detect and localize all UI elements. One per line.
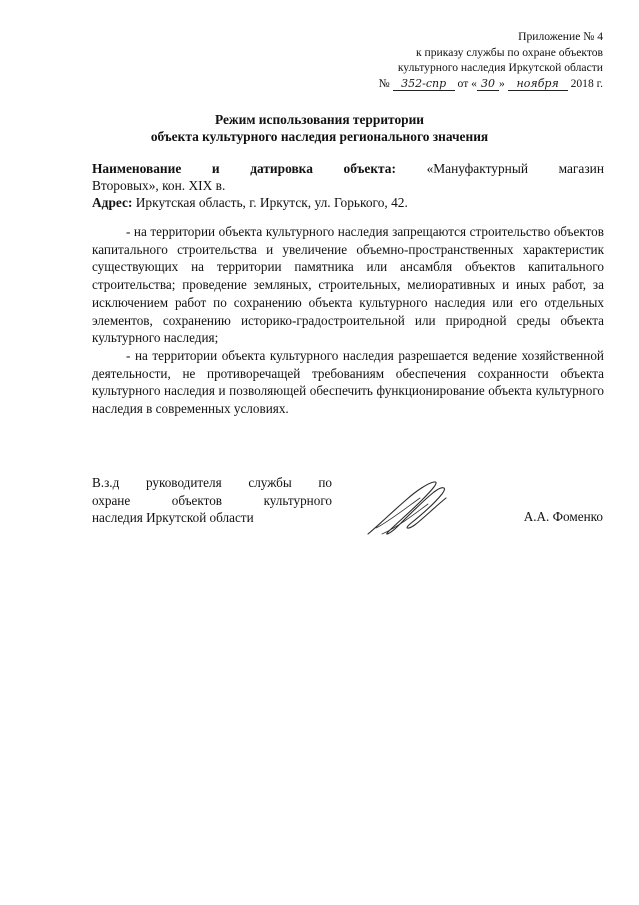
object-name-value: «Мануфактурный магазин — [426, 161, 604, 176]
document-title — [0, 111, 639, 145]
object-address-label: Адрес: — [92, 195, 133, 211]
order-date-quote-close: » — [498, 76, 505, 90]
signatory-position — [92, 474, 332, 527]
signer-name: А.А. Фоменко — [523, 509, 603, 524]
order-number-prefix: № — [378, 76, 390, 90]
position-line-1: В.з.д руководителя службы по — [92, 475, 332, 490]
signature-icon — [362, 478, 454, 538]
order-date-month-handwritten: ноября — [508, 77, 568, 91]
regime-prohibitions: - на территории объекта культурного наследия запрещаются строительство объектов капитального строительства и увеличение объемно-пространственных характеристик существующих на территории памятника или ансамбля объектов капитального строительства; проведение земляных, строительных, мелиоративных и иных работ, за исключением работ по сохранению объекта культурного наследия или его отдельных элементов, сохранению историко-градостроительной или природной среды объекта культурного наследия; — [92, 224, 604, 346]
position-line-3: наследия Иркутской области — [92, 510, 254, 526]
title-line-1: Режим использования территории — [214, 112, 425, 127]
object-name-line — [92, 160, 604, 177]
annex-header — [379, 29, 603, 91]
object-address-line — [92, 194, 604, 211]
object-info — [92, 160, 604, 212]
annex-order-number-date — [379, 76, 603, 92]
order-date-day-handwritten: 30 — [477, 77, 499, 91]
order-date-from: от « — [457, 76, 477, 90]
regime-permissions: - на территории объекта культурного наследия разрешается ведение хозяйственной деятельности, не противоречащей требованиям обеспечения сохранности объекта культурного наследия и позволяющей обеспечить функционирование объекта культурного наследия в современных условиях. — [92, 347, 604, 417]
object-name-label: Наименование и датировка объекта: — [92, 161, 396, 176]
regime-text — [92, 223, 604, 418]
position-line-2: охране объектов культурного — [92, 492, 332, 508]
title-line-2: объекта культурного наследия регионального значения — [150, 129, 489, 144]
order-date-year: 2018 г. — [570, 76, 603, 90]
order-number-handwritten: 352-спр — [393, 77, 455, 91]
annex-order-ref: к приказу службы по охране объектов — [416, 45, 603, 59]
object-name-cont: Второвых», кон. XIX в. — [92, 178, 226, 194]
annex-number: Приложение № 4 — [518, 30, 603, 43]
annex-agency: культурного наследия Иркутской области — [397, 61, 603, 75]
object-address-value: Иркутская область, г. Иркутск, ул. Горького, 42. — [135, 195, 408, 211]
